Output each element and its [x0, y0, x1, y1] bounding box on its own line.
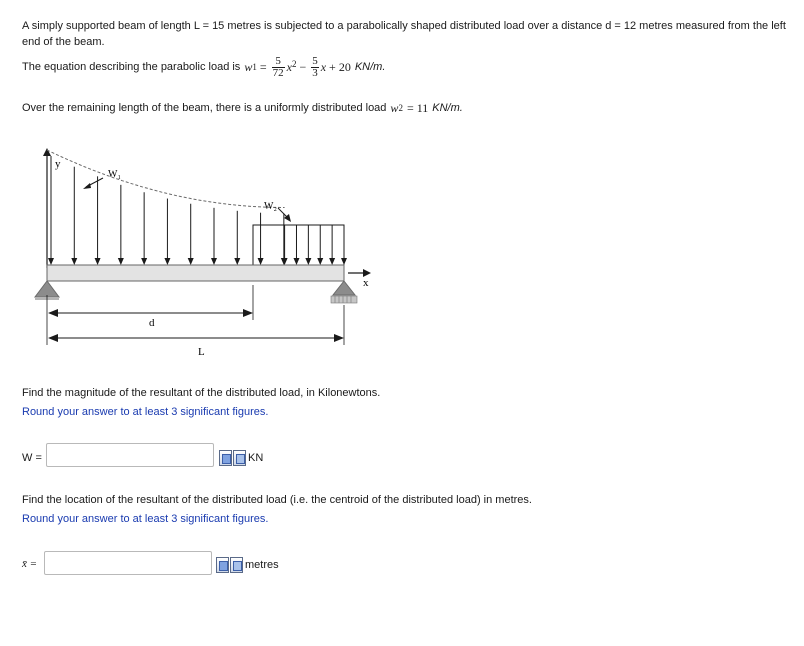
d-arrow-right — [243, 309, 253, 317]
intro-line-2: end of the beam. — [22, 36, 105, 48]
question-2-hint: Round your answer to at least 3 significant figures. — [22, 513, 269, 525]
w1-pointer-head — [83, 183, 91, 189]
load-arrow-head — [258, 258, 264, 265]
constant-term: + 20 — [329, 59, 351, 74]
load-arrow-head — [141, 258, 147, 265]
minus-sign: − — [299, 59, 307, 74]
load-arrow-head — [71, 258, 77, 265]
L-label: L — [198, 346, 205, 358]
load-arrow-head — [234, 258, 240, 265]
formula-editor-icon[interactable] — [219, 450, 232, 466]
coefficient-2: $\frac{5}{3}$ — [312, 54, 318, 79]
exponent: 2 — [291, 59, 297, 69]
uniform-load-arrow-head — [293, 258, 299, 265]
beam-diagram — [0, 140, 400, 365]
parabolic-load-curve — [47, 150, 285, 208]
load-arrow-head — [118, 258, 124, 265]
question-1-hint: Round your answer to at least 3 significant figures. — [22, 406, 269, 418]
symbol-keyboard-icon[interactable] — [230, 557, 243, 573]
y-axis-arrowhead — [43, 148, 51, 156]
x-axis-label: x — [363, 277, 369, 289]
resultant-unit: KN — [248, 452, 264, 464]
w2-value: = 11 — [406, 100, 429, 115]
uniform-load-arrow-head — [305, 258, 311, 265]
coefficient-1: $\frac{5}{72}$ — [272, 54, 284, 79]
load-arrow-head — [211, 258, 217, 265]
centroid-field-label: x̄ = — [22, 558, 38, 570]
d-label: d — [149, 317, 155, 329]
centroid-unit: metres — [245, 559, 279, 571]
uniform-load-line — [22, 98, 463, 118]
question-1-prompt: Find the magnitude of the resultant of the distributed load, in Kilonewtons. — [22, 387, 381, 399]
uniform-load-arrow-head — [317, 258, 323, 265]
resultant-field-label: W = — [22, 452, 42, 464]
pin-support — [35, 281, 59, 297]
load-arrow-head — [95, 258, 101, 265]
x-linear: x — [320, 59, 327, 74]
x-squared: x — [286, 59, 292, 74]
x-axis-arrowhead — [363, 269, 371, 277]
load-arrow-head — [164, 258, 170, 265]
w1-subscript: 1 — [252, 62, 257, 72]
intro-line-1: A simply supported beam of length L = 15 metres is subjected to a parabolically shaped distributed load over a distance d = 12 metres measured from the left — [22, 20, 786, 32]
L-arrow-right — [334, 334, 344, 342]
w1-label: W₁ — [108, 169, 121, 180]
uniform-units: KN/m. — [432, 102, 463, 114]
w2-label: W₂ — [264, 201, 277, 212]
equation-prefix: The equation describing the parabolic load is — [22, 61, 241, 73]
distributed-load-arrows — [48, 156, 347, 265]
resultant-input[interactable] — [46, 443, 214, 467]
w2-symbol: w — [390, 100, 399, 115]
question-2-prompt: Find the location of the resultant of the distributed load (i.e. the centroid of the distributed load) in metres. — [22, 494, 532, 506]
beam — [47, 265, 344, 281]
centroid-input[interactable] — [44, 551, 212, 575]
d-arrow-left — [48, 309, 58, 317]
uniform-load-arrow-head — [329, 258, 335, 265]
symbol-keyboard-icon[interactable] — [233, 450, 246, 466]
uniform-prefix: Over the remaining length of the beam, there is a uniformly distributed load — [22, 102, 387, 114]
equals-sign: = — [259, 59, 267, 74]
y-axis-label: y — [55, 158, 61, 170]
equation-units: KN/m. — [354, 61, 386, 73]
load-arrow-head — [188, 258, 194, 265]
parabola-equation — [22, 52, 385, 82]
roller-support — [333, 281, 355, 295]
load-arrow-head — [48, 258, 54, 265]
w2-subscript: 2 — [398, 103, 403, 113]
L-arrow-left — [48, 334, 58, 342]
formula-editor-icon[interactable] — [216, 557, 229, 573]
w1-symbol: w — [244, 59, 253, 74]
